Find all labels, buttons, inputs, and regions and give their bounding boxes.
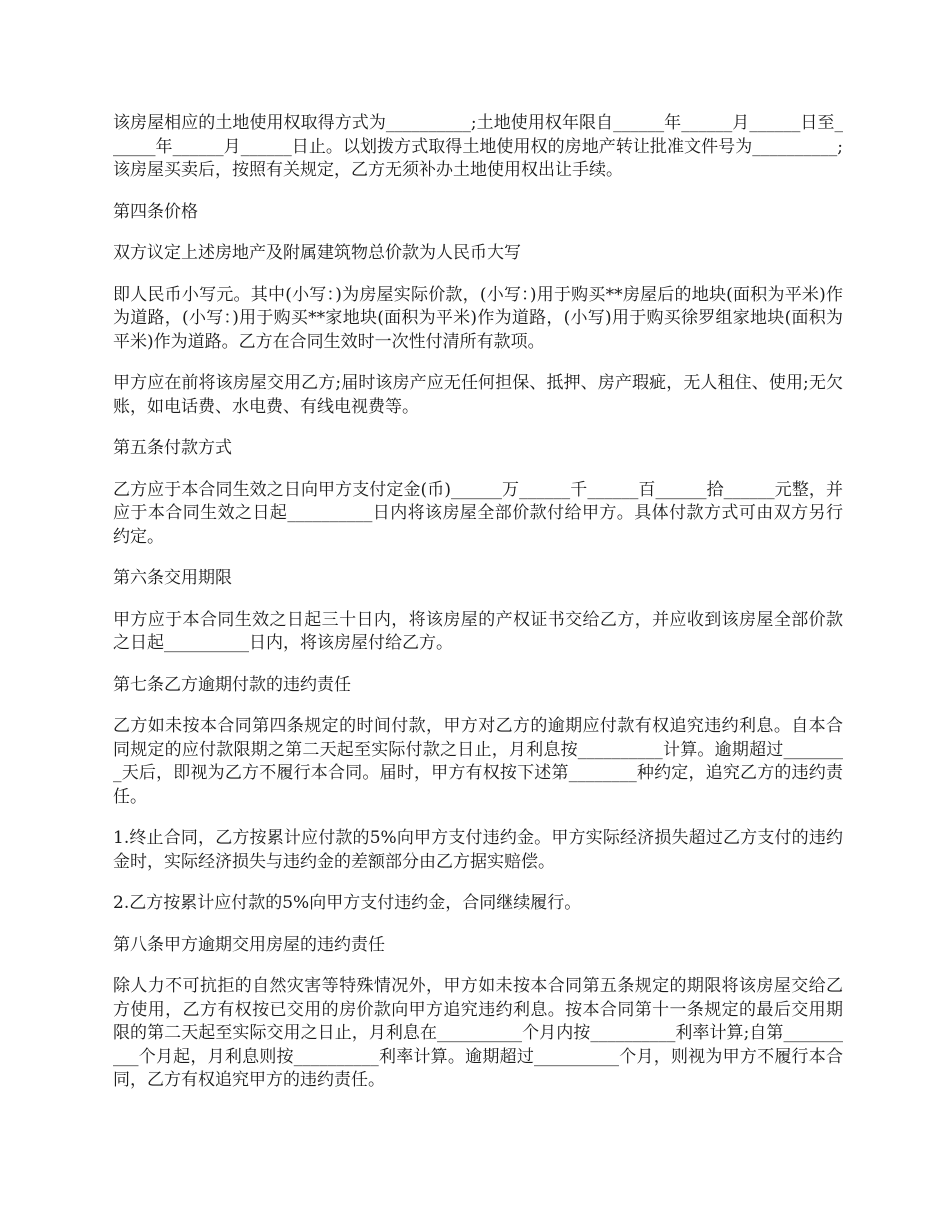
- section-heading-price: 第四条价格: [113, 201, 198, 222]
- price-paragraph-1: 双方议定上述房地产及附属建筑物总价款为人民币大写: [113, 243, 521, 263]
- delivery-paragraph: 甲方应于本合同生效之日起三十日内，将该房屋的产权证书交给乙方，并应收到该房屋全部价款之日起__________日内，将该房屋付给乙方。: [113, 609, 843, 653]
- section-heading-delivery: 第六条交用期限: [113, 568, 232, 588]
- buyer-default-paragraph: 乙方如未按本合同第四条规定的时间付款，甲方对乙方的逾期应付款有权追究违约利息。自本合同规定的应付款限期之第二天起至实际付款之日止，月利息按__________计算。逾期超过________天后，即视为乙方不履行本合同。届时，甲方有权按下述第________种约定，追究乙方的违约责任。: [113, 716, 843, 807]
- payment-paragraph: 乙方应于本合同生效之日向甲方支付定金(币)______万______千______百______拾______元整，并应于本合同生效之日起__________日内将该房屋全部价款付给甲方。具体付款方式可由双方另行约定。: [113, 479, 843, 547]
- section-heading-seller-default: 第八条甲方逾期交用房屋的违约责任: [113, 934, 385, 955]
- buyer-default-option-1: 1.终止合同，乙方按累计应付款的5%向甲方支付违约金。甲方实际经济损失超过乙方支付的违约金时，实际经济损失与违约金的差额部分由乙方据实赔偿。: [113, 828, 843, 872]
- document-page: [113, 112, 843, 1111]
- section-heading-payment: 第五条付款方式: [113, 438, 232, 458]
- land-use-paragraph: 该房屋相应的土地使用权取得方式为__________;土地使用权年限自______年______月______日至______年______月______日止。以划拨方式取得土地使用权的房地产转让批准文件号为__________;该房屋买卖后，按照有关规定，乙方无须补办土地使用权出让手续。: [113, 113, 843, 180]
- price-paragraph-2: 即人民币小写元。其中(小写：)为房屋实际价款，(小写：)用于购买**房屋后的地块(面积为平米)作为道路，(小写：)用于购买**家地块(面积为平米)作为道路，(小写)用于购买徐罗组家地块(面积为平米)作为道路。乙方在合同生效时一次性付清所有款项。: [113, 284, 843, 352]
- seller-default-paragraph: 除人力不可抗拒的自然灾害等特殊情况外，甲方如未按本合同第五条规定的期限将该房屋交给乙方使用，乙方有权按已交用的房价款向甲方追究违约利息。按本合同第十一条规定的最后交用期限的第二天起至实际交用之日止，月利息在__________个月内按__________利率计算;自第__________个月起，月利息则按__________利率计算。逾期超过__________个月，则视为甲方不履行本合同，乙方有权追究甲方的违约责任。: [113, 976, 843, 1090]
- price-paragraph-3: 甲方应在前将该房屋交用乙方;届时该房产应无任何担保、抵押、房产瑕疵，无人租住、使用;无欠账，如电话费、水电费、有线电视费等。: [113, 373, 843, 417]
- buyer-default-option-2: 2.乙方按累计应付款的5%向甲方支付违约金，合同继续履行。: [113, 893, 582, 913]
- section-heading-buyer-default: 第七条乙方逾期付款的违约责任: [113, 674, 351, 695]
